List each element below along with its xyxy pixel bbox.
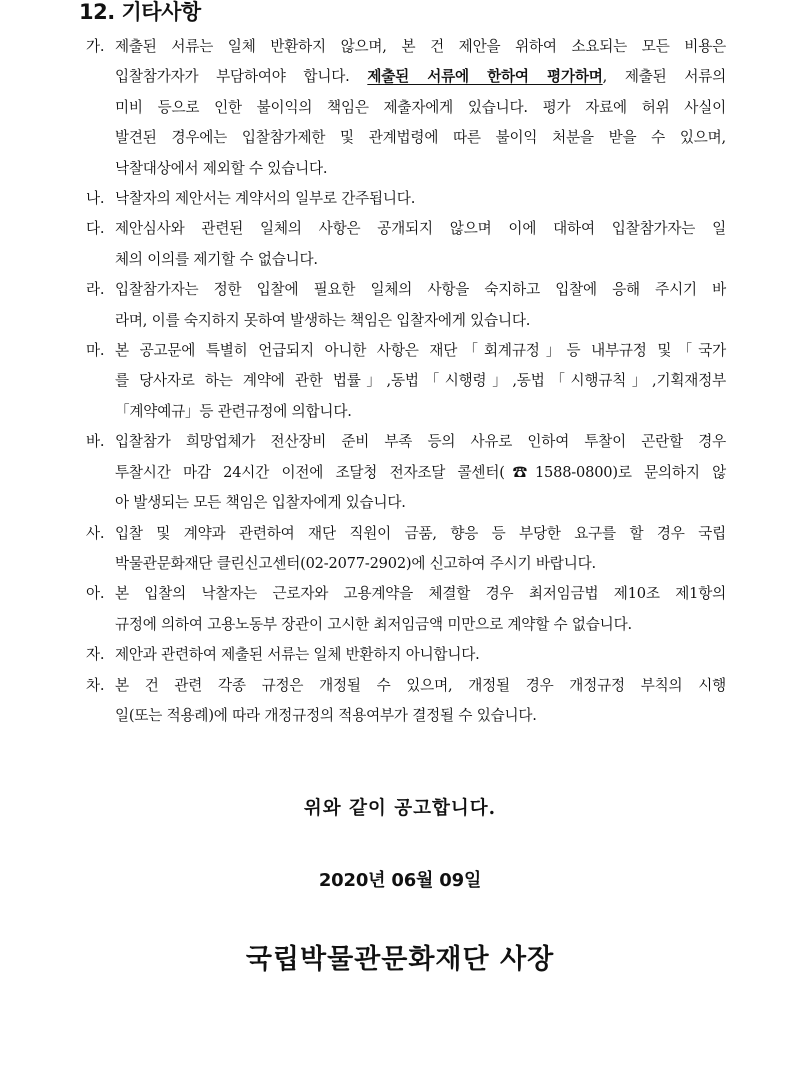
section-title: 12. 기타사항: [79, 0, 201, 24]
item-line: 제출된 서류는 일체 반환하지 않으며, 본 건 제안을 위하여 소요되는 모든 비용은: [115, 38, 726, 55]
emphasized-text: 제출된 서류에 한하여 평가하며: [367, 68, 603, 86]
item-line: 제안심사와 관련된 일체의 사항은 공개되지 않으며 이에 대하여 입찰참가자는 일: [115, 220, 726, 238]
item-marker: 라.: [86, 281, 105, 299]
item-line: 낙찰자의 제안서는 계약서의 일부로 간주됩니다.: [115, 190, 416, 208]
item-line-with-emphasis: [115, 62, 726, 92]
item-line: 투찰시간 마감 24시간 이전에 조달청 전자조달 콜센터(☎1588-0800)로 문의하지 않: [115, 463, 726, 481]
item-line: 아 발생되는 모든 책임은 입찰자에게 있습니다.: [115, 494, 406, 512]
item-marker: 다.: [86, 220, 105, 238]
item-line: 박물관문화재단 클린신고센터(02-2077-2902)에 신고하여 주시기 바랍니다.: [115, 554, 596, 572]
item-marker: 바.: [86, 433, 105, 451]
announcement-statement: 위와 같이 공고합니다.: [303, 798, 497, 819]
item-marker: 나.: [86, 190, 105, 208]
item-line: 를 당사자로 하는 계약에 관한 법률」,동법「시행령」,동법「시행규칙」,기획재정부: [115, 372, 726, 390]
item-line: 체의 이의를 제기할 수 없습니다.: [115, 250, 318, 268]
item-line: 본 공고문에 특별히 언급되지 아니한 사항은 재단「회계규정」등 내부규정 및「국가: [115, 342, 726, 360]
item-marker: 마.: [86, 342, 105, 360]
item-text: 입찰참가자가 부담하여야 합니다.: [115, 68, 368, 86]
list-item: [86, 427, 726, 518]
list-item: [86, 671, 726, 732]
item-marker: 가.: [86, 38, 105, 55]
item-list: [86, 32, 726, 731]
item-marker: 차.: [86, 676, 105, 694]
signer-title: 국립박물관문화재단 사장: [245, 944, 555, 975]
item-line: 규정에 의하여 고용노동부 장관이 고시한 최저임금액 미만으로 계약할 수 없습니다.: [115, 615, 632, 633]
item-line: 낙찰대상에서 제외할 수 있습니다.: [115, 159, 328, 177]
item-line: 입찰 및 계약과 관련하여 재단 직원이 금품, 향응 등 부당한 요구를 할 경우 국립: [115, 524, 726, 542]
list-item: [86, 32, 726, 184]
announcement-date: 2020년 06월 09일: [318, 870, 482, 891]
list-item: [86, 275, 726, 336]
list-item: [86, 214, 726, 275]
list-item: [86, 336, 726, 427]
item-line: 「계약예규」등 관련규정에 의합니다.: [115, 402, 352, 420]
list-item: [86, 184, 726, 214]
item-line: 미비 등으로 인한 불이익의 책임은 제출자에게 있습니다. 평가 자료에 허위 사실이: [115, 98, 726, 116]
list-item: [86, 519, 726, 580]
item-line: 제안과 관련하여 제출된 서류는 일체 반환하지 아니합니다.: [115, 646, 480, 664]
item-line: 입찰참가자는 정한 입찰에 필요한 일체의 사항을 숙지하고 입찰에 응해 주시기 바: [115, 281, 726, 299]
item-line: 발견된 경우에는 입찰참가제한 및 관계법령에 따른 불이익 처분을 받을 수 있으며,: [115, 129, 726, 147]
item-marker: 아.: [86, 585, 105, 603]
item-line: 본 건 관련 각종 규정은 개정될 수 있으며, 개정될 경우 개정규정 부칙의 시행: [115, 676, 726, 694]
item-line: 일(또는 적용례)에 따라 개정규정의 적용여부가 결정될 수 있습니다.: [115, 706, 537, 724]
list-item: [86, 640, 726, 670]
item-text: , 제출된 서류의: [602, 68, 727, 86]
item-line: 입찰참가 희망업체가 전산장비 준비 부족 등의 사유로 인하여 투찰이 곤란할 경우: [115, 433, 726, 451]
list-item: [86, 579, 726, 640]
item-marker: 자.: [86, 646, 105, 664]
item-line: 본 입찰의 낙찰자는 근로자와 고용계약을 체결할 경우 최저임금법 제10조 제1항의: [115, 585, 726, 603]
item-line: 라며, 이를 숙지하지 못하여 발생하는 책임은 입찰자에게 있습니다.: [115, 311, 531, 329]
item-marker: 사.: [86, 524, 105, 542]
